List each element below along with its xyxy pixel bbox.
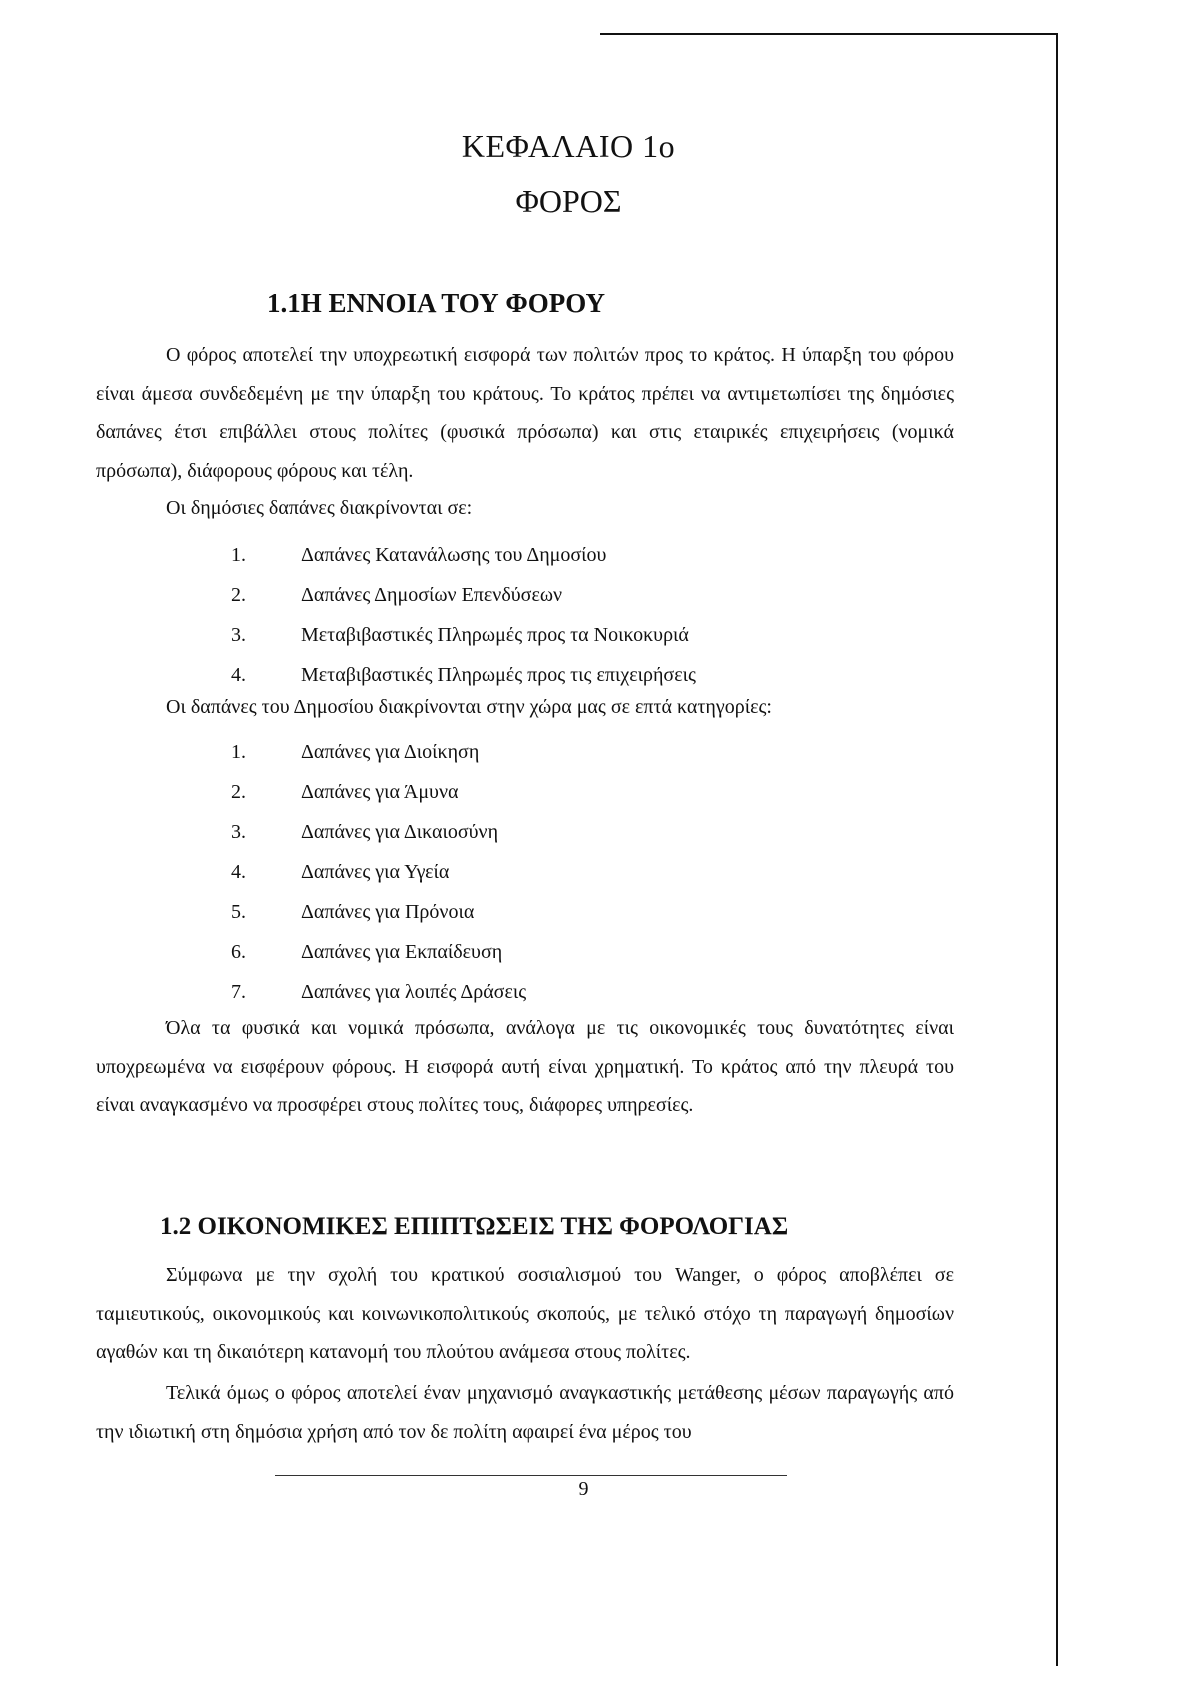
list-item-number: 5.	[231, 901, 246, 923]
section-2-paragraph-2: Τελικά όμως ο φόρος αποτελεί έναν μηχανισμό αναγκαστικής μετάθεσης μέσων παραγωγής από την ιδιωτική στη δημόσια χρήση από τον δε πολίτη αφαιρεί ένα μέρος του	[96, 1382, 954, 1443]
page-border-right	[1056, 33, 1058, 1666]
list-item-text: Δαπάνες για Πρόνοια	[301, 901, 475, 923]
page-border-top	[600, 33, 1058, 35]
list-item-text: Δαπάνες Δημοσίων Επενδύσεων	[301, 584, 563, 606]
list-item	[231, 812, 526, 852]
list-item-text: Δαπάνες για Εκπαίδευση	[301, 941, 503, 963]
list-item-text: Δαπάνες Κατανάλωσης του Δημοσίου	[301, 544, 607, 566]
list-item	[231, 972, 526, 1012]
list-1-lead: Οι δημόσιες δαπάνες διακρίνονται σε:	[166, 497, 473, 519]
public-expenditure-types-list	[231, 535, 696, 695]
chapter-subtitle: ΦΟΡΟΣ	[515, 183, 622, 219]
section-2-heading: 1.2 ΟΙΚΟΝΟΜΙΚΕΣ ΕΠΙΠΤΩΣΕΙΣ ΤΗΣ ΦΟΡΟΛΟΓΙΑΣ	[160, 1213, 789, 1240]
list-item-text: Δαπάνες για Δικαιοσύνη	[301, 821, 499, 843]
list-item-number: 3.	[231, 821, 246, 843]
list-item	[231, 615, 696, 655]
list-item-number: 6.	[231, 941, 246, 963]
list-item-number: 1.	[231, 741, 246, 763]
footer-rule	[275, 1475, 787, 1476]
list-item	[231, 852, 526, 892]
list-item-text: Δαπάνες για Υγεία	[301, 861, 450, 883]
list-item-number: 4.	[231, 861, 246, 883]
list-item	[231, 655, 696, 695]
list-item	[231, 575, 696, 615]
list-item-number: 2.	[231, 781, 246, 803]
list-item	[231, 535, 696, 575]
list-item-text: Μεταβιβαστικές Πληρωμές προς τα Νοικοκυριά	[301, 624, 689, 646]
list-item-number: 4.	[231, 664, 246, 686]
page-number: 9	[578, 1478, 589, 1500]
section-1-intro-paragraph: Ο φόρος αποτελεί την υποχρεωτική εισφορά των πολιτών προς το κράτος. Η ύπαρξη του φόρου είναι άμεσα συνδεδεμένη με την ύπαρξη του κράτους. Το κράτος πρέπει να αντιμετωπίσει της δημόσιες δαπάνες έτσι επιβάλλει στους πολίτες (φυσικά πρόσωπα) και στις εταιρικές επιχειρήσεις (νομικά πρόσωπα), διάφορους φόρους και τέλη.	[96, 344, 954, 482]
list-item	[231, 892, 526, 932]
list-item-text: Δαπάνες για λοιπές Δράσεις	[301, 981, 527, 1003]
list-item-text: Μεταβιβαστικές Πληρωμές προς τις επιχειρήσεις	[301, 664, 696, 686]
section-1-closing-paragraph: Όλα τα φυσικά και νομικά πρόσωπα, ανάλογα με τις οικονομικές τους δυνατότητες είναι υποχρεωμένα να εισφέρουν φόρους. Η εισφορά αυτή είναι χρηματική. Το κράτος από την πλευρά του είναι αναγκασμένο να προσφέρει στους πολίτες τους, διάφορες υπηρεσίες.	[96, 1017, 954, 1116]
section-2-paragraph-1: Σύμφωνα με την σχολή του κρατικού σοσιαλισμού του Wanger, ο φόρος αποβλέπει σε ταμιευτικούς, οικονομικούς και κοινωνικοπολιτικούς σκοπούς, με τελικό στόχο τη παραγωγή δημοσίων αγαθών και τη δικαιότερη κατανομή του πλούτου ανάμεσα στους πολίτες.	[96, 1264, 954, 1363]
list-item	[231, 932, 526, 972]
list-item-number: 1.	[231, 544, 246, 566]
list-item-text: Δαπάνες για Διοίκηση	[301, 741, 480, 763]
list-item	[231, 732, 526, 772]
list-item-number: 7.	[231, 981, 246, 1003]
list-item-number: 3.	[231, 624, 246, 646]
section-1-heading: 1.1Η ΕΝΝΟΙΑ ΤΟΥ ΦΟΡΟΥ	[267, 288, 606, 318]
list-item-text: Δαπάνες για Άμυνα	[301, 781, 459, 803]
list-item	[231, 772, 526, 812]
chapter-title: ΚΕΦΑΛΑΙΟ 1ο	[461, 128, 676, 164]
list-2-lead: Οι δαπάνες του Δημοσίου διακρίνονται στην χώρα μας σε επτά κατηγορίες:	[166, 696, 772, 718]
public-expenditure-categories-list	[231, 732, 526, 1012]
list-item-number: 2.	[231, 584, 246, 606]
